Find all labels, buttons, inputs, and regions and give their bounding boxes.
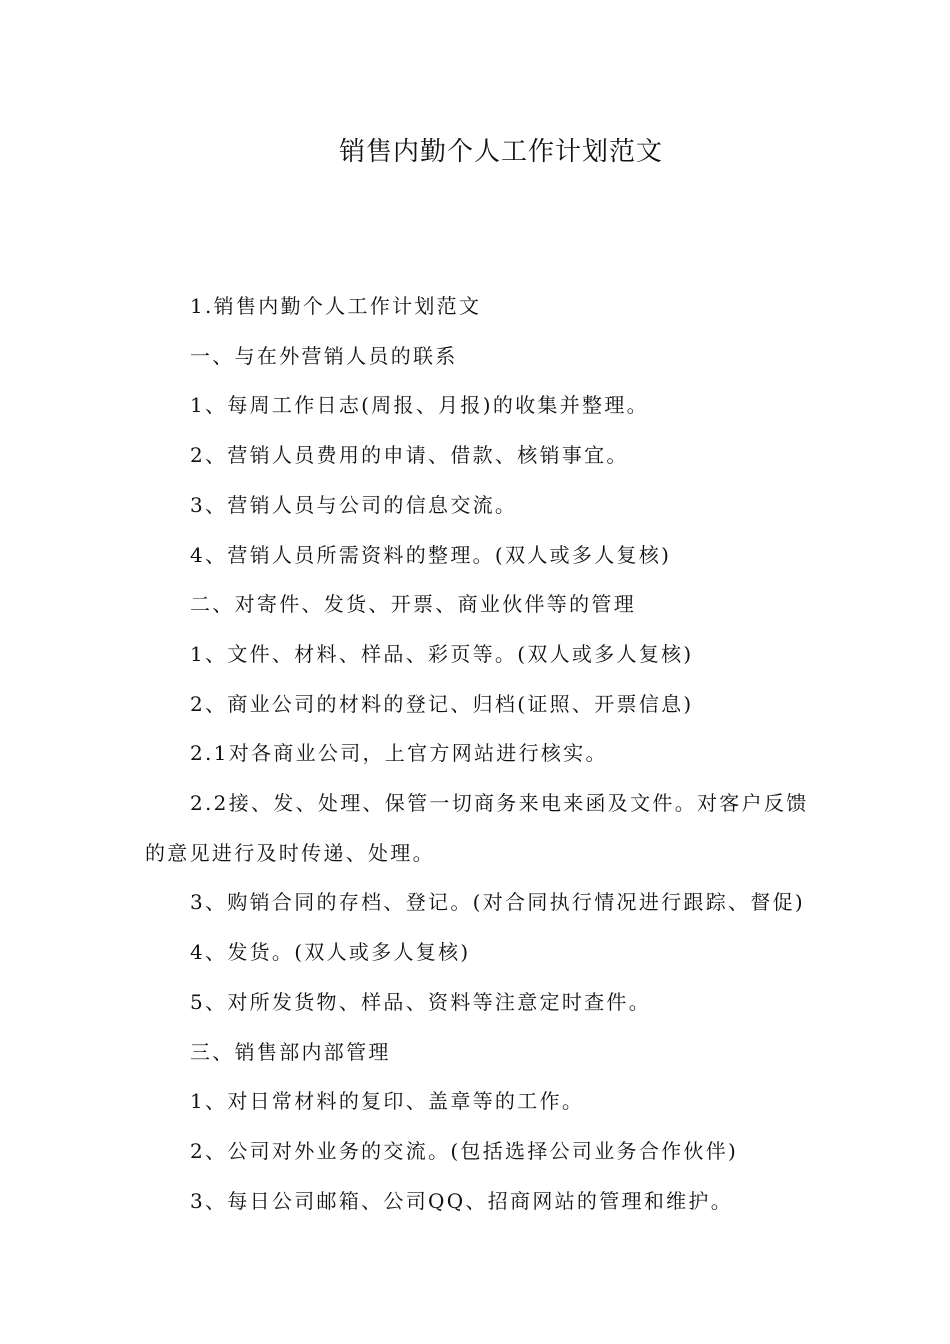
paragraph: 2、营销人员费用的申请、借款、核销事宜。 [190,443,629,468]
paragraph: 2、商业公司的材料的登记、归档(证照、开票信息) [190,691,694,716]
section-heading: 三、销售部内部管理 [190,1039,391,1064]
paragraph: 3、每日公司邮箱、公司QQ、招商网站的管理和维护。 [190,1188,734,1213]
paragraph: 1、每周工作日志(周报、月报)的收集并整理。 [190,393,649,418]
paragraph: 4、营销人员所需资料的整理。(双人或多人复核) [190,542,672,567]
section-heading: 一、与在外营销人员的联系 [190,343,458,368]
paragraph: 1.销售内勤个人工作计划范文 [190,294,482,318]
paragraph: 2.1对各商业公司，上官方网站进行核实。 [190,741,608,766]
paragraph: 1、文件、材料、样品、彩页等。(双人或多人复核) [190,641,694,666]
paragraph: 2、公司对外业务的交流。(包括选择公司业务合作伙伴) [190,1138,739,1163]
document-body [145,282,810,1226]
paragraph: 5、对所发货物、样品、资料等注意定时查件。 [190,989,652,1014]
paragraph: 3、购销合同的存档、登记。(对合同执行情况进行跟踪、督促) [190,890,806,915]
paragraph: 3、营销人员与公司的信息交流。 [190,492,518,517]
paragraph: 1、对日常材料的复印、盖章等的工作。 [190,1089,585,1114]
document-title: 销售内勤个人工作计划范文 [338,137,663,167]
paragraph: 2.2接、发、处理、保管一切商务来电来函及文件。对客户反馈的意见进行及时传递、处理。 [145,791,809,865]
paragraph: 4、发货。(双人或多人复核) [190,940,471,965]
section-heading: 二、对寄件、发货、开票、商业伙伴等的管理 [190,592,636,617]
